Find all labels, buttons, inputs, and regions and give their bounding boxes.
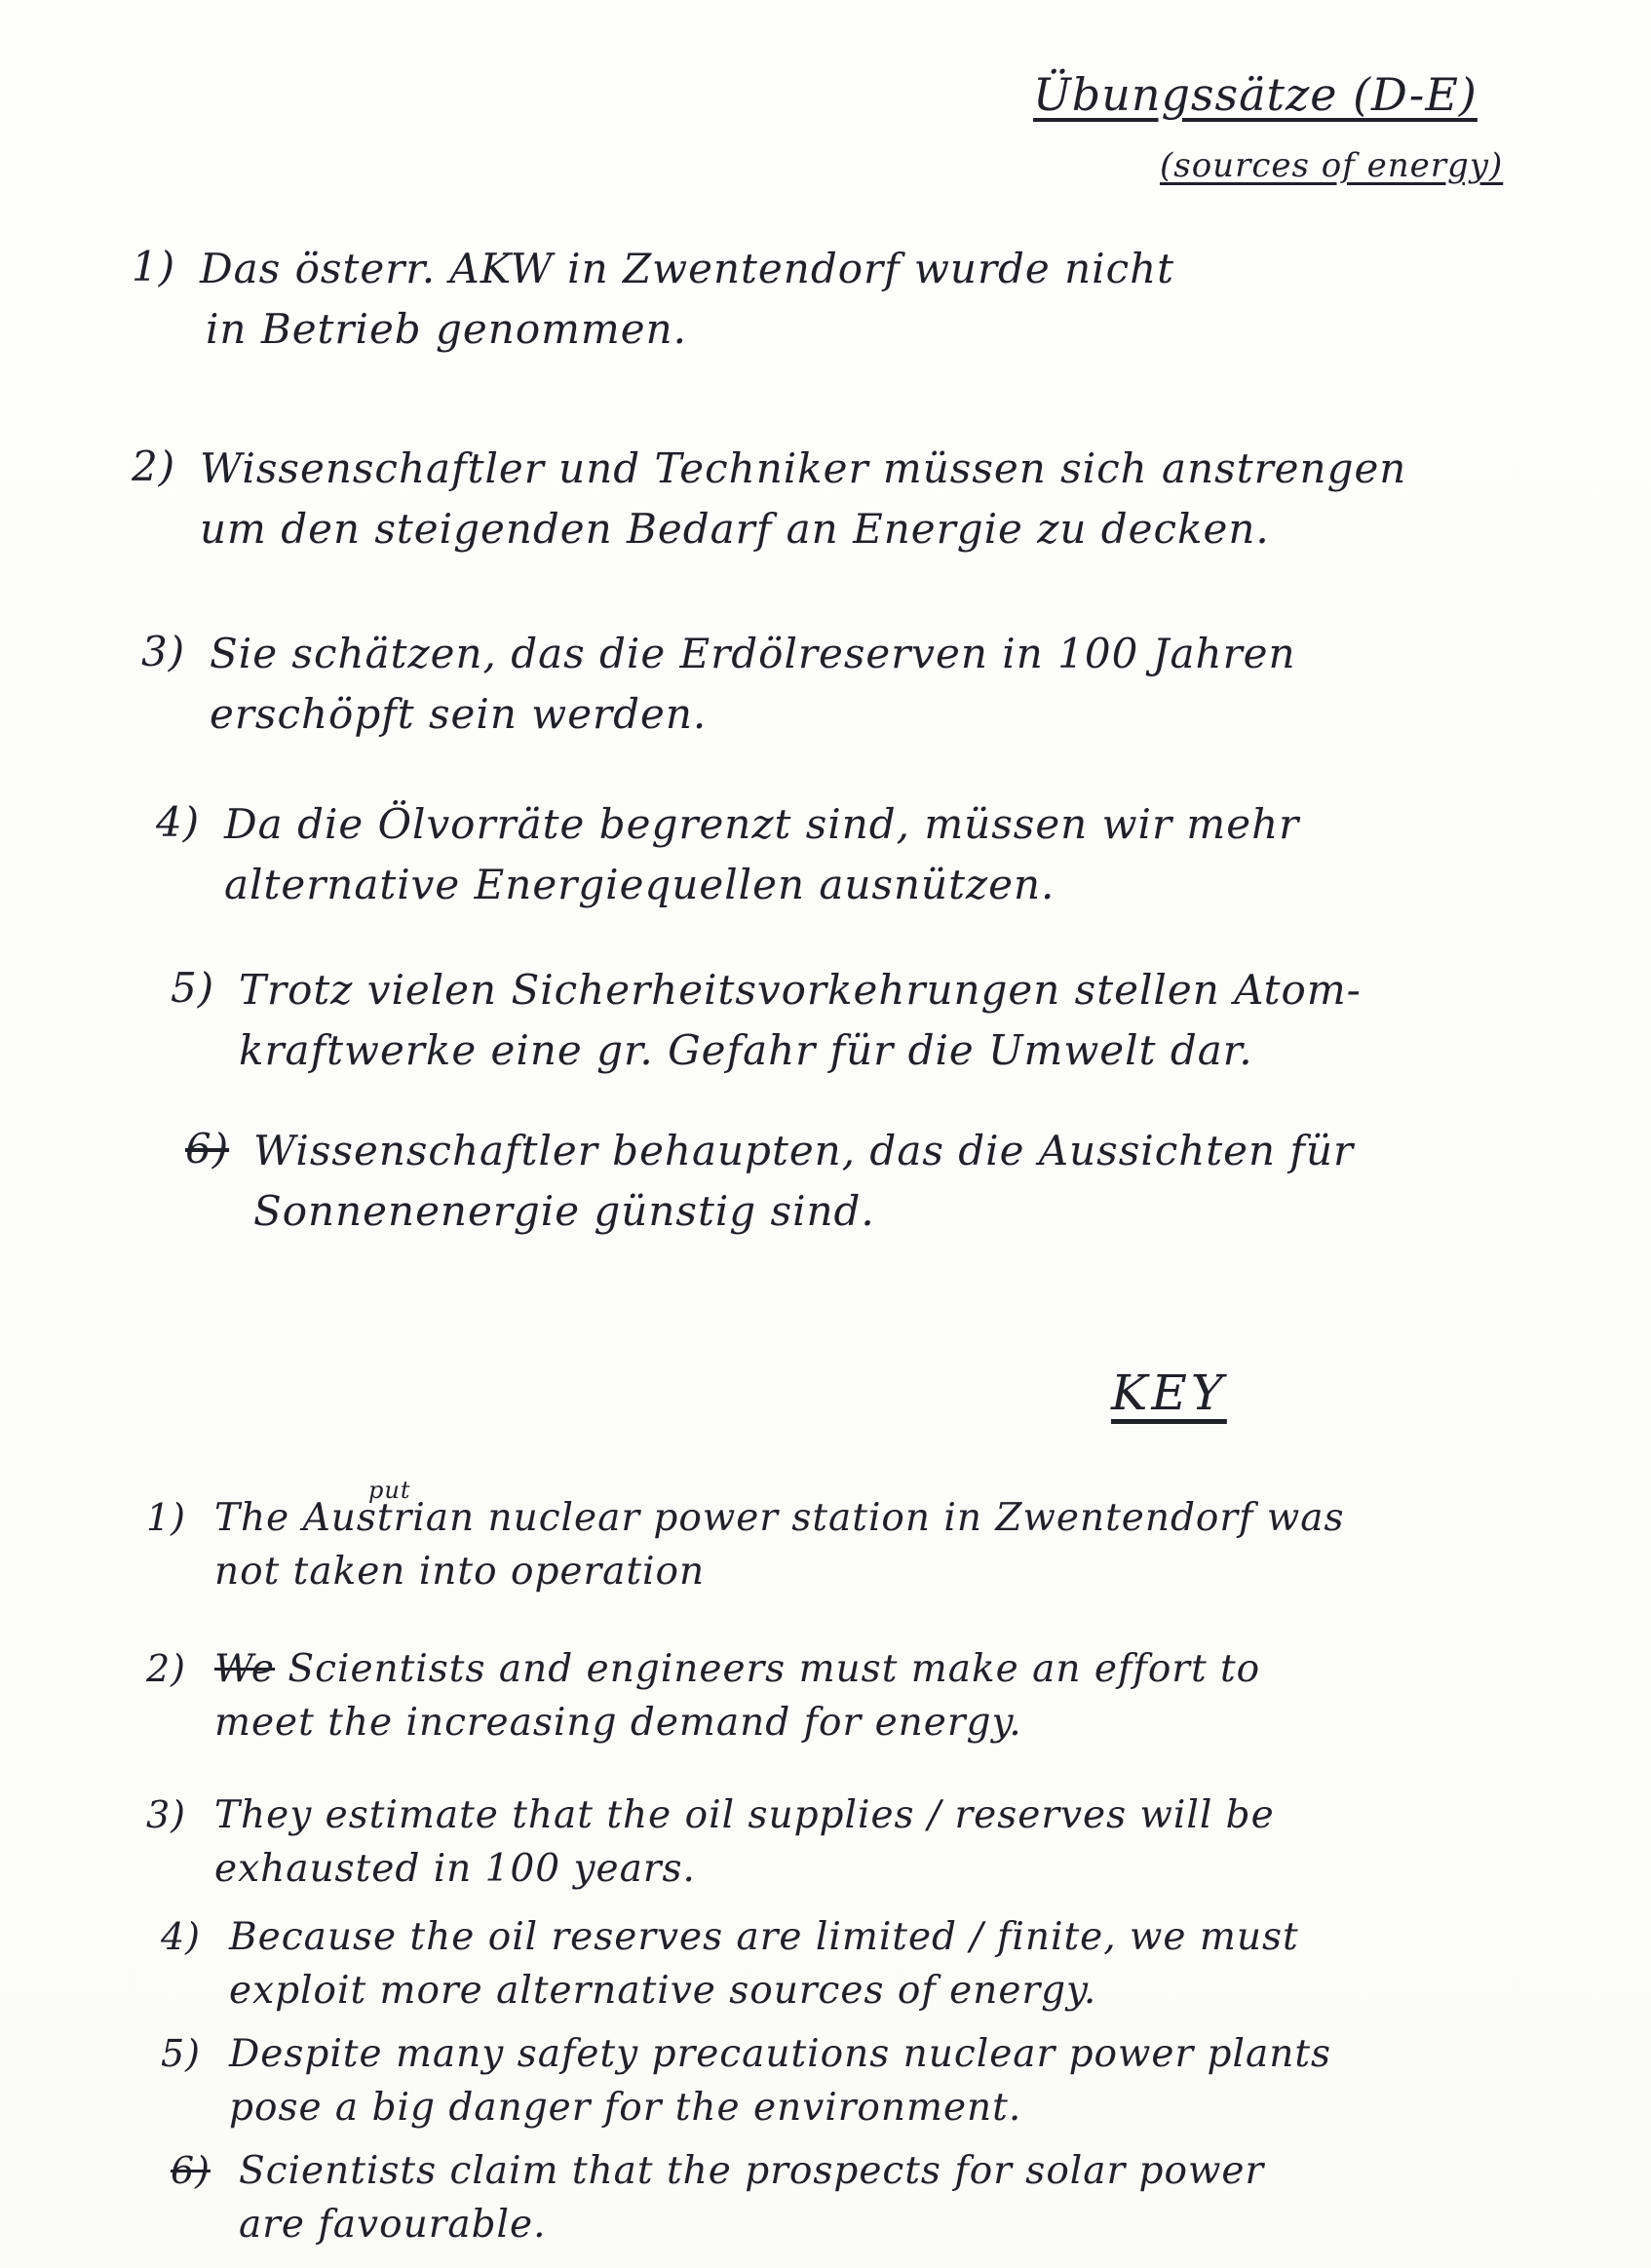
- sentence-line: kraftwerke eine gr. Gefahr für die Umwelt dar.: [239, 1026, 1253, 1074]
- sentence-line: pose a big danger for the environment.: [229, 2086, 1022, 2130]
- sentence-line: are favourable.: [239, 2203, 547, 2247]
- sentence-number: 5): [171, 964, 215, 1012]
- page-subtitle: (sources of energy): [1160, 146, 1504, 185]
- struck-word: We: [214, 1647, 275, 1691]
- german-sentence-6: [185, 1121, 1354, 1242]
- key-sentence-3: [146, 1788, 1275, 1896]
- sentence-number: 6): [171, 2149, 211, 2192]
- page-title: Übungssätze (D-E): [1033, 68, 1478, 121]
- sentence-line: in Betrieb genommen.: [206, 305, 688, 353]
- sentence-number: 2): [132, 442, 176, 490]
- sentence-line: Scientists claim that the prospects for solar power: [239, 2149, 1265, 2193]
- key-sentence-4: [161, 1910, 1299, 2018]
- sentence-line: They estimate that the oil supplies / reserves will be: [214, 1793, 1275, 1837]
- sentence-line: Wissenschaftler behaupten, das die Aussichten für: [253, 1127, 1355, 1174]
- key-heading: KEY: [1111, 1365, 1227, 1421]
- sentence-line: Despite many safety precautions nuclear power plants: [229, 2032, 1332, 2076]
- sentence-line: Sie schätzen, das die Erdölreserven in 100 Jahren: [210, 630, 1296, 677]
- sentence-line: alternative Energiequellen ausnützen.: [224, 861, 1056, 908]
- sentence-line: erschöpft sein werden.: [210, 690, 708, 738]
- sentence-line: Das österr. AKW in Zwentendorf wurde nicht: [200, 245, 1175, 292]
- german-sentence-1: [132, 239, 1174, 360]
- sentence-number: 2): [146, 1647, 187, 1690]
- sentence-line: Trotz vielen Sicherheitsvorkehrungen stellen Atom-: [239, 966, 1362, 1014]
- sentence-line: exploit more alternative sources of energy.: [229, 1969, 1097, 2013]
- german-sentence-5: [171, 960, 1362, 1081]
- sentence-line: Da die Ölvorräte begrenzt sind, müssen wir mehr: [224, 800, 1300, 848]
- sentence-number: 1): [132, 243, 176, 290]
- sentence-line: meet the increasing demand for energy.: [214, 1701, 1022, 1745]
- sentence-number: 1): [146, 1496, 187, 1539]
- sentence-line: exhausted in 100 years.: [214, 1847, 696, 1891]
- sentence-line: Scientists and engineers must make an effort to: [288, 1647, 1261, 1691]
- german-sentence-3: [141, 624, 1296, 745]
- sentence-number: 3): [141, 628, 186, 675]
- sentence-line: The Austrian nuclear power station in Zwentendorf was: [214, 1496, 1345, 1540]
- sentence-number: 4): [161, 1915, 202, 1958]
- key-sentence-6: [171, 2144, 1264, 2251]
- sentence-number: 5): [161, 2032, 202, 2075]
- sentence-number: 6): [185, 1125, 230, 1172]
- sentence-line: um den steigenden Bedarf an Energie zu decken.: [200, 505, 1270, 553]
- sentence-number: 4): [156, 798, 201, 846]
- key-sentence-2: [146, 1642, 1260, 1749]
- german-sentence-4: [156, 794, 1299, 915]
- key-sentence-5: [161, 2027, 1331, 2134]
- german-sentence-2: [132, 439, 1406, 559]
- sentence-line: not taken into operation: [214, 1550, 706, 1594]
- sentence-line: Sonnenenergie günstig sind.: [253, 1187, 875, 1235]
- sentence-number: 3): [146, 1793, 187, 1836]
- inserted-word: put: [368, 1477, 411, 1504]
- sentence-line: Because the oil reserves are limited / finite, we must: [229, 1915, 1299, 1959]
- key-sentence-1: [146, 1491, 1345, 1598]
- sentence-line: Wissenschaftler und Techniker müssen sich anstrengen: [200, 444, 1407, 492]
